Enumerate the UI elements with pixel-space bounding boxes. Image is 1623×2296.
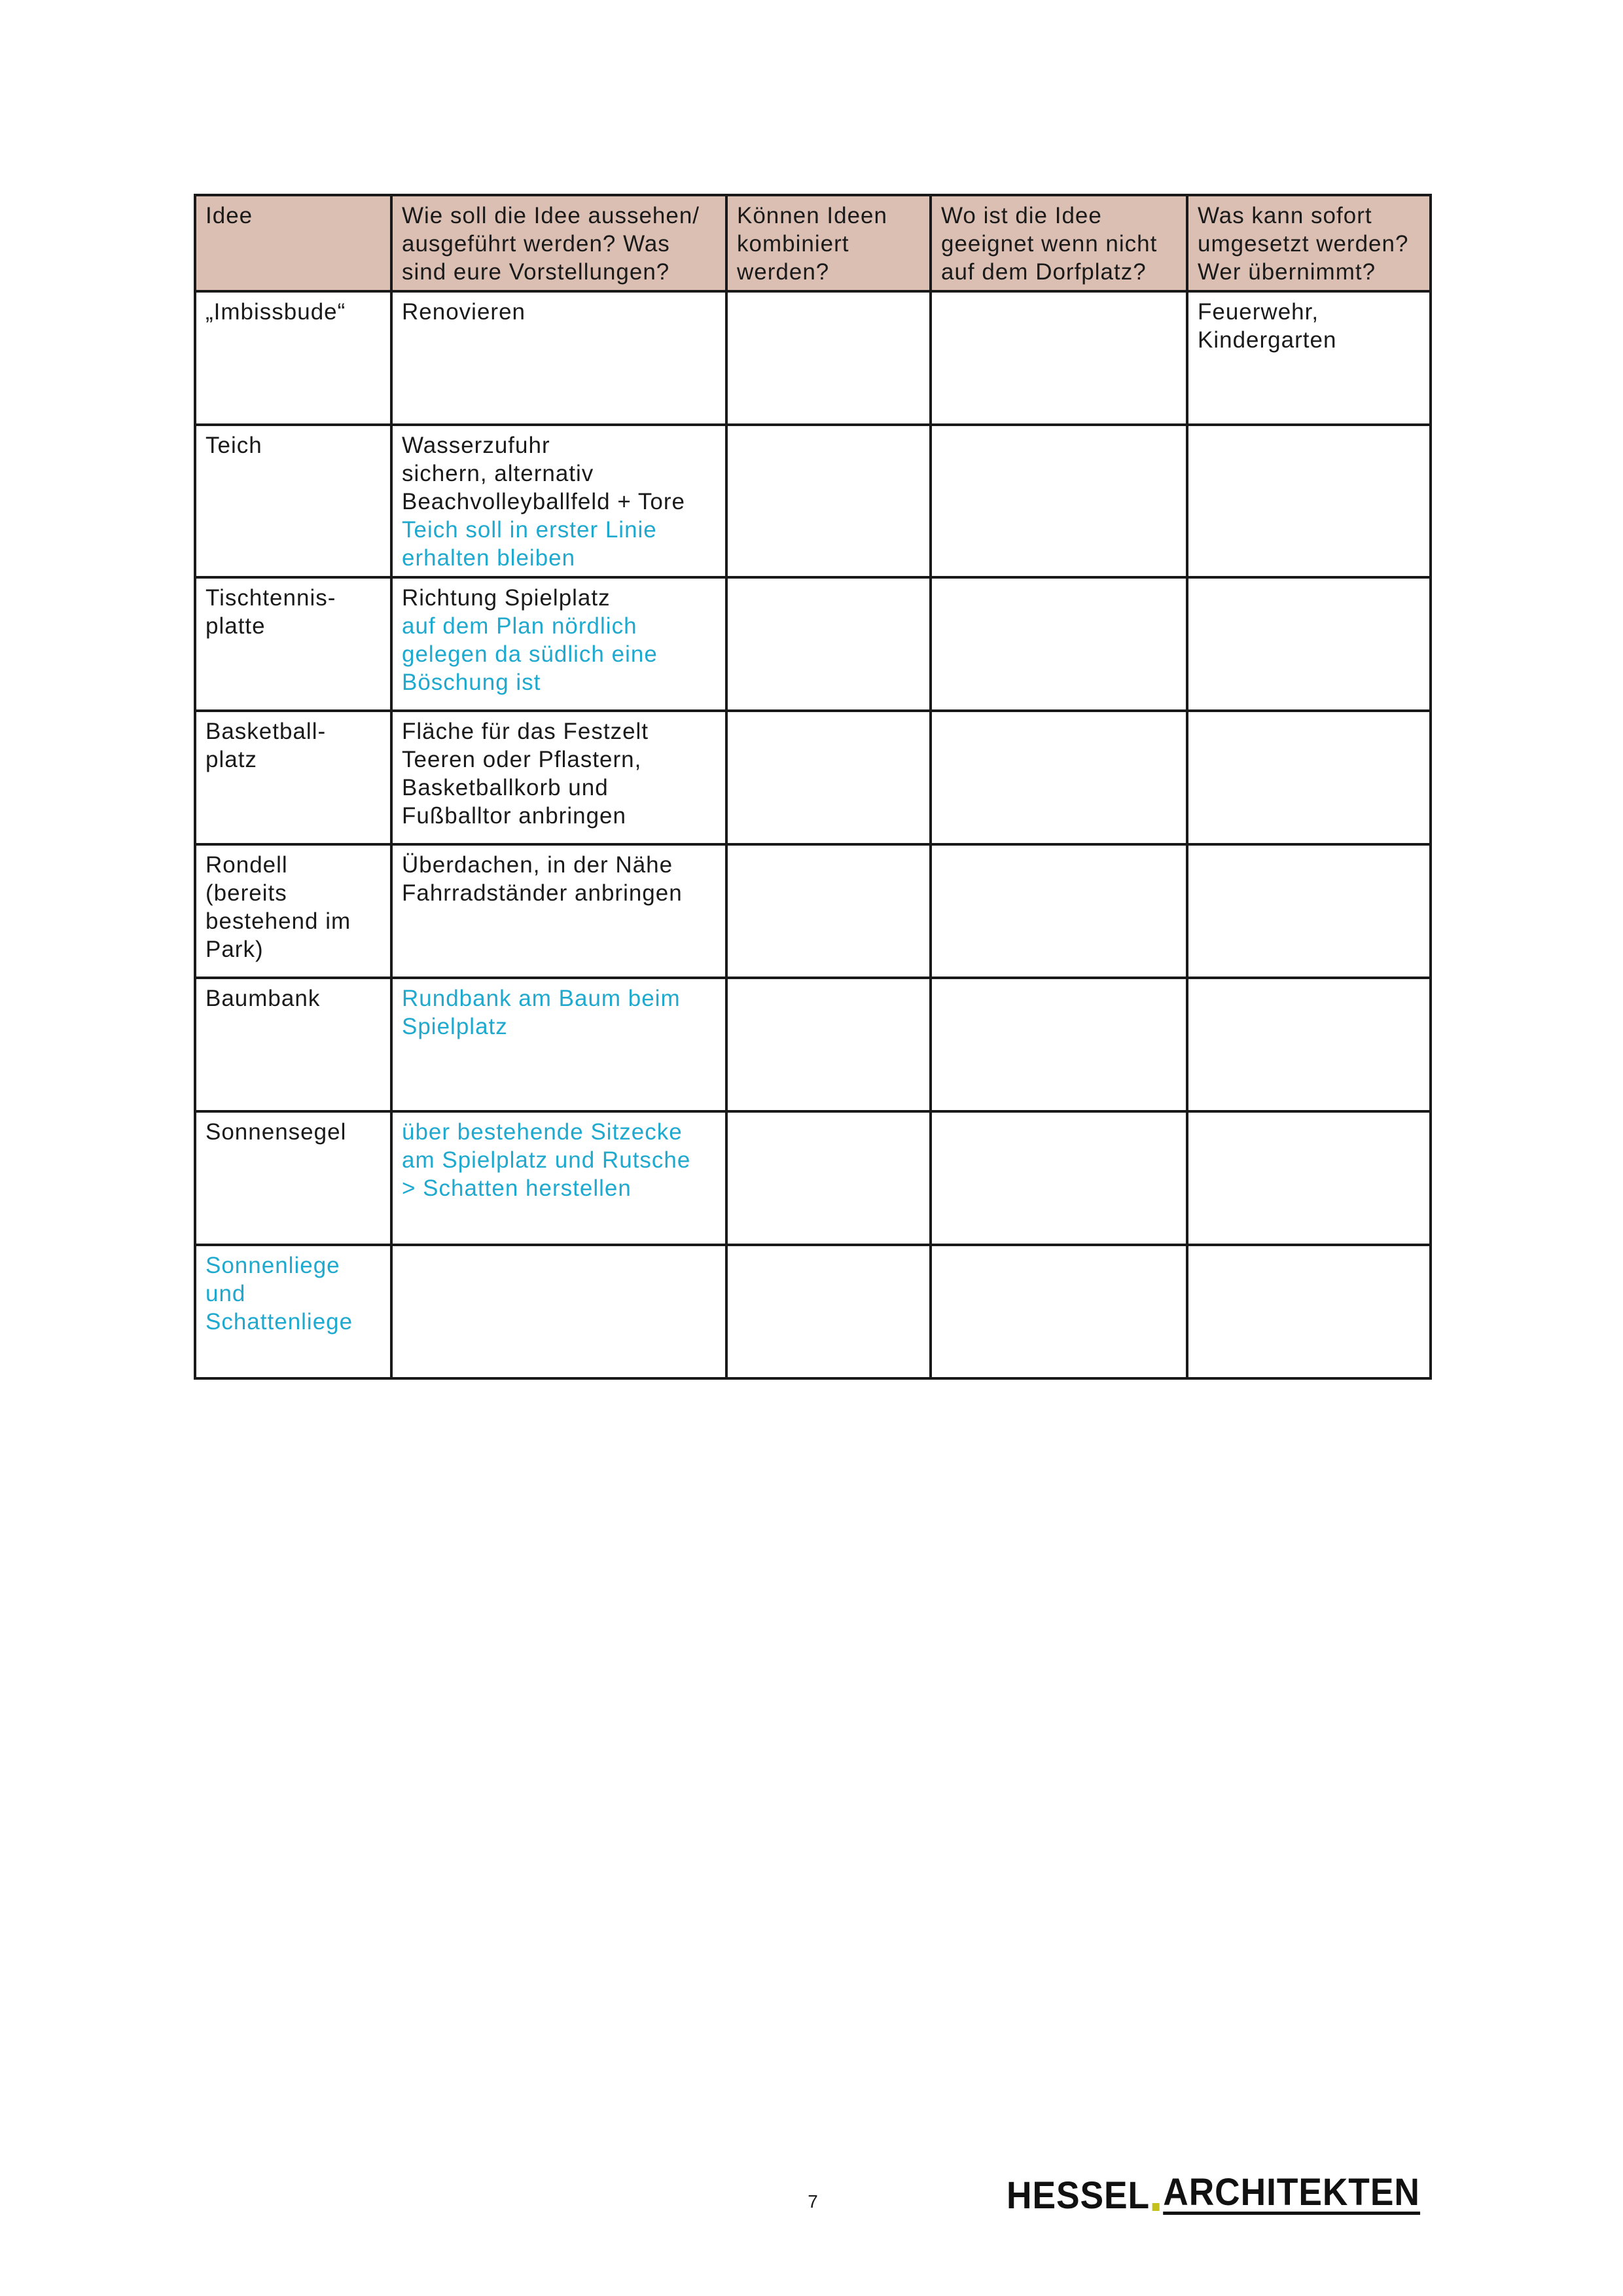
table-row <box>195 1111 1431 1245</box>
cell-ort <box>931 978 1187 1111</box>
cell-note-text: über bestehende Sitzecke am Spielplatz und Rutsche > Schatten herstellen <box>402 1119 691 1201</box>
cell-idee <box>195 978 391 1111</box>
cell-text: Wasserzufuhr sichern, alternativ Beachvolleyballfeld + Tore <box>402 433 685 514</box>
logo-first: HESSEL <box>1007 2174 1150 2217</box>
cell-ausfuehrung <box>391 711 726 844</box>
cell-ort <box>931 291 1187 425</box>
cell-kombiniert <box>726 425 931 577</box>
ideas-table <box>194 194 1432 1380</box>
cell-idee <box>195 291 391 425</box>
cell-umsetzung <box>1187 844 1431 978</box>
cell-umsetzung <box>1187 1111 1431 1245</box>
table-row <box>195 1245 1431 1378</box>
cell-text: „Imbissbude“ <box>205 299 346 325</box>
cell-text: Baumbank <box>205 986 321 1011</box>
cell-text: Fläche für das Festzelt Teeren oder Pflastern, Basketballkorb und Fußballtor anbringen <box>402 719 649 829</box>
cell-idee <box>195 1245 391 1378</box>
cell-umsetzung <box>1187 577 1431 711</box>
cell-ausfuehrung <box>391 291 726 425</box>
cell-kombiniert <box>726 1245 931 1378</box>
cell-ort <box>931 425 1187 577</box>
logo-dot <box>1152 2203 1160 2211</box>
cell-ausfuehrung <box>391 577 726 711</box>
header-row <box>195 195 1431 291</box>
cell-umsetzung <box>1187 978 1431 1111</box>
cell-ort <box>931 1245 1187 1378</box>
cell-kombiniert <box>726 711 931 844</box>
header-idee: Idee <box>195 195 391 291</box>
cell-umsetzung <box>1187 425 1431 577</box>
table-row <box>195 711 1431 844</box>
page-number: 7 <box>808 2191 818 2212</box>
cell-text: Rondell (bereits bestehend im Park) <box>205 852 351 962</box>
table-row <box>195 577 1431 711</box>
table-row <box>195 844 1431 978</box>
cell-kombiniert <box>726 291 931 425</box>
cell-ort <box>931 577 1187 711</box>
cell-idee <box>195 425 391 577</box>
header-kombiniert: Können Ideen kombiniert werden? <box>726 195 931 291</box>
table-row <box>195 291 1431 425</box>
table-row <box>195 978 1431 1111</box>
cell-note-text: auf dem Plan nördlich gelegen da südlich eine Böschung ist <box>402 613 658 695</box>
header-umsetzung: Was kann sofort umgesetzt werden? Wer übernimmt? <box>1187 195 1431 291</box>
table-body <box>195 291 1431 1378</box>
cell-note-text: Teich soll in erster Linie erhalten bleiben <box>402 517 657 571</box>
cell-kombiniert <box>726 978 931 1111</box>
cell-idee <box>195 577 391 711</box>
header-ausfuehrung: Wie soll die Idee aussehen/ ausgeführt werden? Was sind eure Vorstellungen? <box>391 195 726 291</box>
cell-ausfuehrung <box>391 978 726 1111</box>
cell-text: Überdachen, in der Nähe Fahrradständer anbringen <box>402 852 683 906</box>
hessel-architekten-logo <box>1007 2172 1420 2215</box>
cell-ausfuehrung <box>391 844 726 978</box>
cell-umsetzung <box>1187 711 1431 844</box>
cell-note-text: Sonnenliege und Schattenliege <box>205 1253 353 1335</box>
cell-ausfuehrung <box>391 425 726 577</box>
cell-text: Sonnensegel <box>205 1119 347 1145</box>
cell-umsetzung <box>1187 1245 1431 1378</box>
cell-ausfuehrung <box>391 1245 726 1378</box>
logo-second: ARCHITEKTEN <box>1163 2171 1420 2214</box>
cell-note-text: Rundbank am Baum beim Spielplatz <box>402 986 681 1039</box>
cell-kombiniert <box>726 577 931 711</box>
cell-ort <box>931 1111 1187 1245</box>
cell-umsetzung <box>1187 291 1431 425</box>
cell-text: Basketball- platz <box>205 719 327 772</box>
cell-ausfuehrung <box>391 1111 726 1245</box>
cell-ort <box>931 844 1187 978</box>
header-ort: Wo ist die Idee geeignet wenn nicht auf dem Dorfplatz? <box>931 195 1187 291</box>
table-row <box>195 425 1431 577</box>
cell-text: Tischtennis- platte <box>205 585 336 639</box>
cell-text: Renovieren <box>402 299 526 325</box>
cell-idee <box>195 844 391 978</box>
cell-text: Teich <box>205 433 262 458</box>
cell-text: Richtung Spielplatz <box>402 585 611 611</box>
cell-ort <box>931 711 1187 844</box>
cell-idee <box>195 711 391 844</box>
cell-kombiniert <box>726 844 931 978</box>
cell-idee <box>195 1111 391 1245</box>
cell-text: Feuerwehr, Kindergarten <box>1198 299 1337 353</box>
cell-kombiniert <box>726 1111 931 1245</box>
